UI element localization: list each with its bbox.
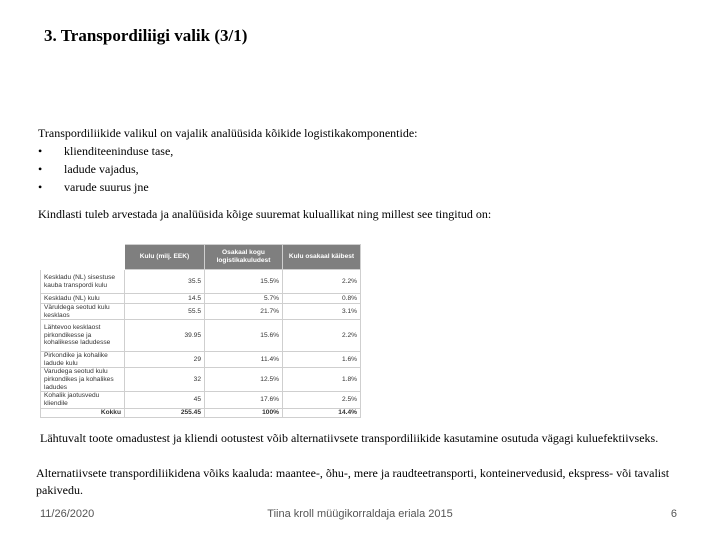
row-label: Varudega seotud kulu pirkondikes ja kohalikes ladudes [41, 368, 125, 392]
cost-cell: 35.5 [125, 270, 205, 294]
table-row [41, 270, 361, 294]
row-label: Kohalik jaotusvedu kliendile [41, 392, 125, 408]
list-item [38, 160, 698, 178]
table-row [41, 392, 361, 408]
total-cost-cell: 255.45 [125, 408, 205, 417]
paragraph-cost-analysis: Kindlasti tuleb arvestada ja analüüsida kõige suuremat kuluallikat ning millest see tingitud on: [38, 207, 492, 221]
cost-cell: 32 [125, 368, 205, 392]
footer-author: Tiina kroll müügikorraldaja eriala 2015 [267, 508, 453, 520]
paragraph-transport-options: Alternatiivsete transpordiliikidena võiks kaaluda: maantee-, õhu-, mere ja raudteetransporti, konteinervedusid, ekspress- või tavalist pakivedu. [36, 466, 670, 497]
bullet-text: ladude vajadus, [64, 162, 139, 176]
cost-cell: 14.5 [125, 294, 205, 304]
intro-block [38, 124, 698, 196]
share-cell: 5.7% [205, 294, 283, 304]
row-label: Keskladu (NL) kulu [41, 294, 125, 304]
page-number: 6 [670, 508, 677, 520]
turnover-cell: 0.8% [283, 294, 361, 304]
table-row [41, 304, 361, 320]
table-row [41, 294, 361, 304]
share-cell: 12.5% [205, 368, 283, 392]
row-label: Keskladu (NL) sisestuse kauba transpordi kulu [41, 270, 125, 294]
row-label: Väruldega seotud kulu kesklaos [41, 304, 125, 320]
intro-text: Transpordiliikide valikul on vajalik analüüsida kõikide logistikakomponentide: [38, 126, 418, 140]
cost-table-image [40, 244, 360, 418]
turnover-cell: 1.8% [283, 368, 361, 392]
cost-cell: 29 [125, 352, 205, 368]
paragraph-alternatives: Lähtuvalt toote omadustest ja kliendi ootustest võib alternatiivsete transpordiliikide kasutamine osutuda vägagi kuluefektiivseks. [40, 431, 659, 445]
column-header: Osakaal kogu logistikakuludest [205, 245, 283, 270]
cost-cell: 55.5 [125, 304, 205, 320]
cost-cell: 45 [125, 392, 205, 408]
table-row [41, 352, 361, 368]
table-row [41, 368, 361, 392]
column-header: Kulu osakaal käibest [283, 245, 361, 270]
slide-title: 3. Transpordiliigi valik (3/1) [44, 26, 248, 45]
share-cell: 21.7% [205, 304, 283, 320]
bullet-symbol: • [38, 144, 43, 158]
row-label: Lähtevoo kesklaost pirkondikesse ja kohalikesse ladudesse [41, 320, 125, 352]
bullet-symbol: • [38, 180, 43, 194]
table-row [41, 320, 361, 352]
row-label: Pirkondike ja kohalike ladude kulu [41, 352, 125, 368]
bullet-symbol: • [38, 162, 43, 176]
share-cell: 17.6% [205, 392, 283, 408]
column-header: Kulu (milj. EEK) [125, 245, 205, 270]
turnover-cell: 2.2% [283, 320, 361, 352]
table-corner-cell [41, 245, 125, 270]
table-header-row [41, 245, 361, 270]
turnover-cell: 3.1% [283, 304, 361, 320]
share-cell: 15.6% [205, 320, 283, 352]
share-cell: 11.4% [205, 352, 283, 368]
cost-table [40, 244, 361, 418]
bullet-text: klienditeeninduse tase, [64, 144, 174, 158]
total-share-cell: 100% [205, 408, 283, 417]
list-item [38, 142, 698, 160]
list-item [38, 178, 698, 196]
cost-cell: 39.95 [125, 320, 205, 352]
share-cell: 15.5% [205, 270, 283, 294]
total-label: Kokku [41, 408, 125, 417]
bullet-list [38, 142, 698, 196]
turnover-cell: 2.2% [283, 270, 361, 294]
table-total-row [41, 408, 361, 417]
turnover-cell: 2.5% [283, 392, 361, 408]
turnover-cell: 1.6% [283, 352, 361, 368]
bullet-text: varude suurus jne [64, 180, 149, 194]
footer-date: 11/26/2020 [40, 508, 95, 520]
total-turnover-cell: 14.4% [283, 408, 361, 417]
